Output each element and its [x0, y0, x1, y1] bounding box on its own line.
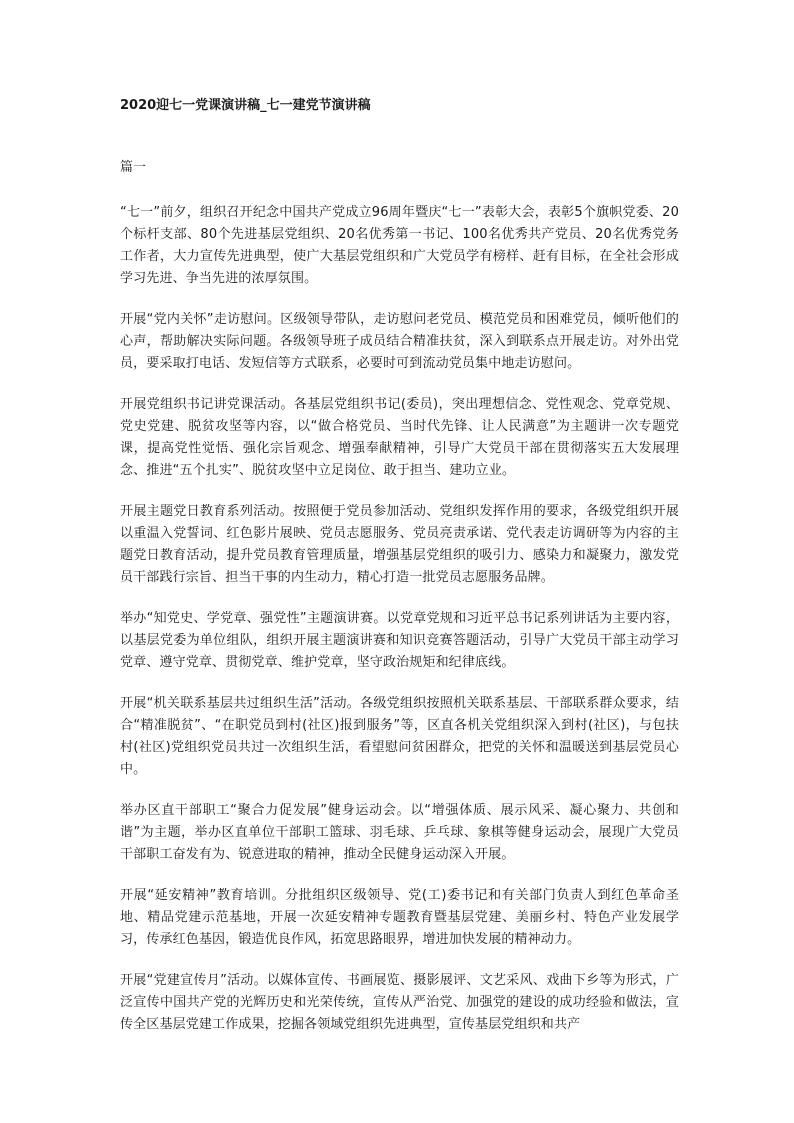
document-title: 2020迎七一党课演讲稿_七一建党节演讲稿	[120, 98, 371, 113]
paragraph: “七一”前夕，组织召开纪念中国共产党成立96周年暨庆“七一”表彰大会，表彰5个旗帜党委、20个标杆支部、80个先进基层党组织、20名优秀第一书记、100名优秀共产党员、20名优秀党务工作者，大力宣传先进典型，使广大基层党组织和广大党员学有榜样、赶有目标，在全社会形成学习先进、争当先进的浓厚氛围。	[120, 205, 679, 286]
document-body	[120, 202, 679, 1055]
paragraph: 开展“延安精神”教育培训。分批组织区级领导、党(工)委书记和有关部门负责人到红色革命圣地、精品党建示范基地，开展一次延安精神专题教育暨基层党建、美丽乡村、特色产业发展学习，传承红色基因，锻造优良作风，拓宽思路眼界，增进加快发展的精神动力。	[120, 888, 679, 947]
paragraph: 开展“党建宣传月”活动。以媒体宣传、书画展览、摄影展评、文艺采风、戏曲下乡等为形式，广泛宣传中国共产党的光辉历史和光荣传统，宣传从严治党、加强党的建设的成功经验和做法，宣传全区基层党建工作成果，挖掘各领域党组织先进典型，宣传基层党组织和共产	[120, 973, 679, 1032]
paragraph: 开展主题党日教育系列活动。按照便于党员参加活动、党组织发挥作用的要求，各级党组织开展以重温入党誓词、红色影片展映、党员志愿服务、党员亮责承诺、党代表走访调研等为内容的主题党日教育活动，提升党员教育管理质量，增强基层党组织的吸引力、感染力和凝聚力，激发党员干部践行宗旨、担当干事的内生动力，精心打造一批党员志愿服务品牌。	[120, 504, 679, 585]
paragraph: 举办“知党史、学党章、强党性”主题演讲赛。以党章党规和习近平总书记系列讲话为主要内容，以基层党委为单位组队，组织开展主题演讲赛和知识竞赛答题活动，引导广大党员干部主动学习党章、遵守党章、贯彻党章、维护党章，坚守政治规矩和纪律底线。	[120, 611, 679, 670]
paragraph: 举办区直干部职工“聚合力促发展”健身运动会。以“增强体质、展示风采、凝心聚力、共创和谐”为主题，举办区直单位干部职工篮球、羽毛球、乒乓球、象棋等健身运动会，展现广大党员干部职工奋发有为、锐意进取的精神，推动全民健身运动深入开展。	[120, 803, 679, 862]
paragraph: 开展“党内关怀”走访慰问。区级领导带队，走访慰问老党员、模范党员和困难党员，倾听他们的心声，帮助解决实际问题。各级领导班子成员结合精准扶贫，深入到联系点开展走访。对外出党员，要采取打电话、发短信等方式联系，必要时可到流动党员集中地走访慰问。	[120, 312, 679, 371]
paragraph: 开展党组织书记讲党课活动。各基层党组织书记(委员)，突出理想信念、党性观念、党章党规、党史党建、脱贫攻坚等内容，以“做合格党员、当时代先锋、让人民满意”为主题讲一次专题党课，提高党性觉悟、强化宗旨观念、增强奉献精神，引导广大党员干部在贯彻落实五大发展理念、推进“五个扎实”、脱贫攻坚中立足岗位、敢于担当、建功立业。	[120, 397, 679, 478]
paragraph: 开展“机关联系基层共过组织生活”活动。各级党组织按照机关联系基层、干部联系群众要求，结合“精准脱贫”、“在职党员到村(社区)报到服务”等，区直各机关党组织深入到村(社区)，与包扶村(社区)党组织党员共过一次组织生活，看望慰问贫困群众，把党的关怀和温暖送到基层党员心中。	[120, 696, 679, 777]
section-label: 篇一	[120, 160, 147, 175]
